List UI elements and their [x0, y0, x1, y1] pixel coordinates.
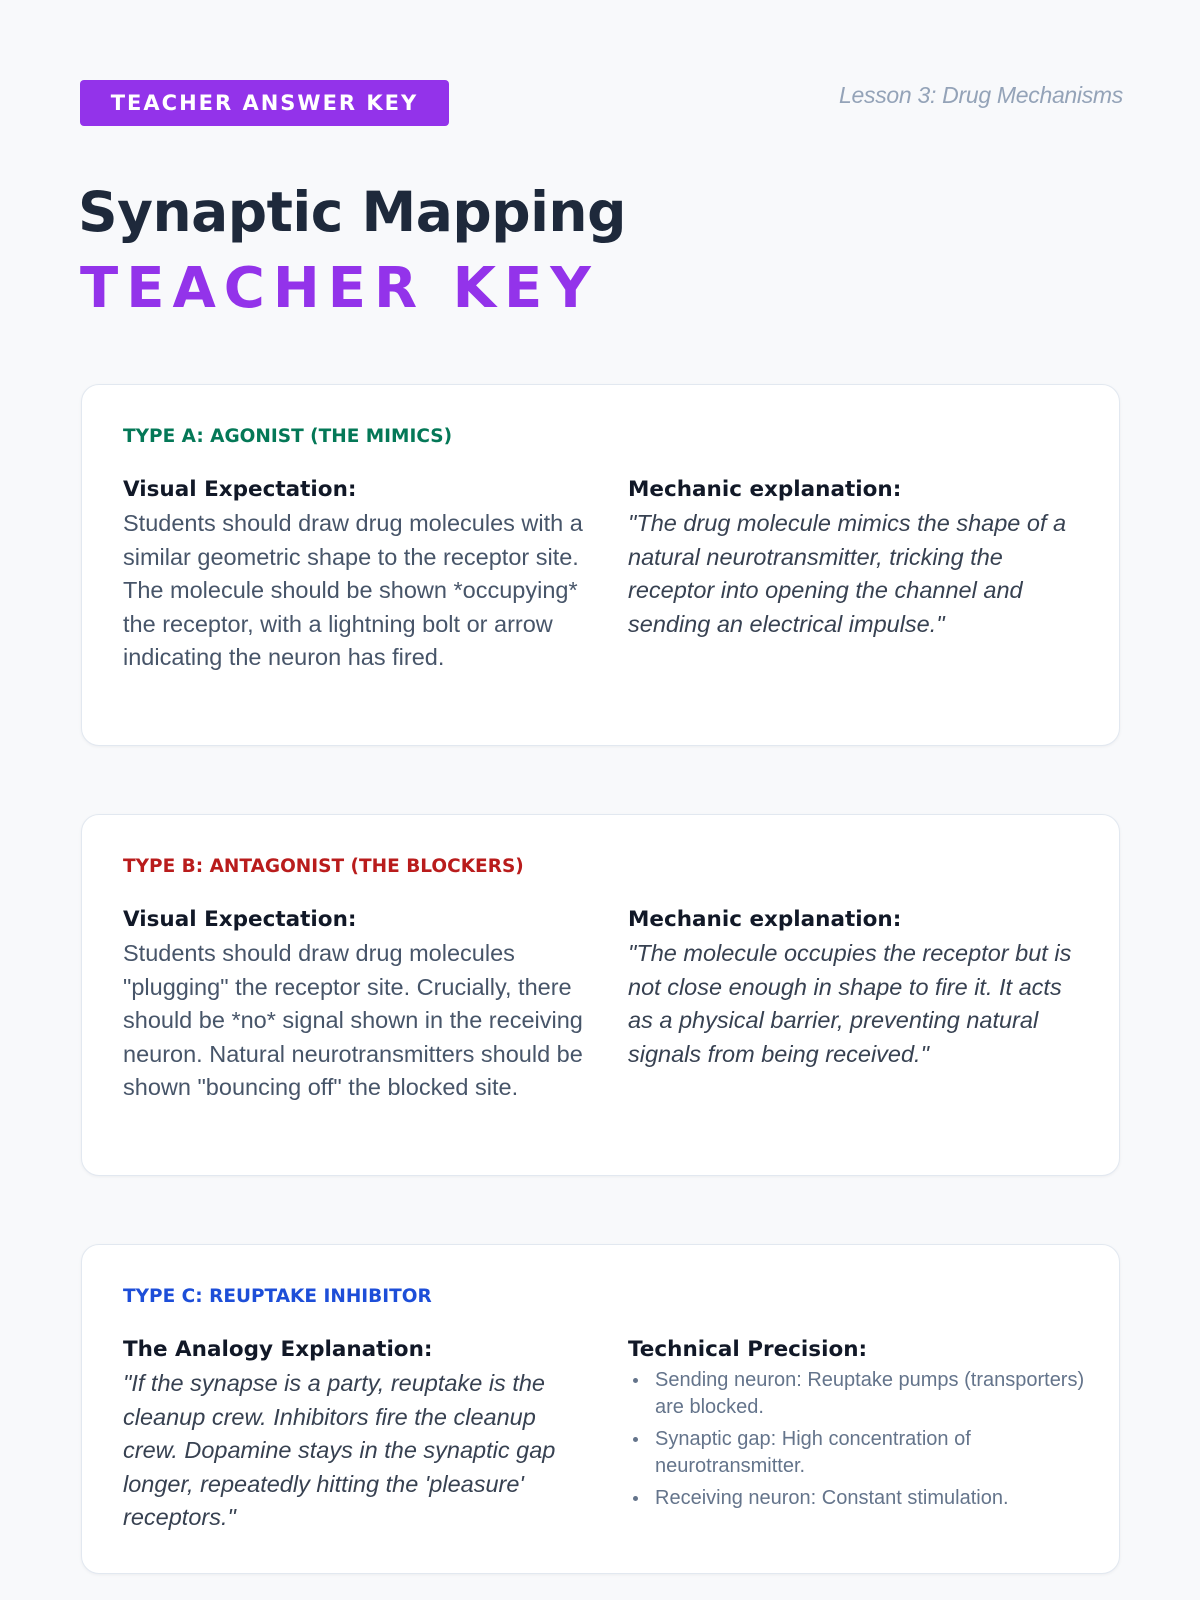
answer-key-badge: TEACHER ANSWER KEY	[80, 80, 449, 126]
card-antagonist	[81, 814, 1120, 1176]
page-title: Synaptic Mapping	[78, 180, 626, 244]
bullet-icon	[633, 1378, 638, 1383]
column-quote: "The molecule occupies the receptor but is not close enough in shape to fire it. It acts as a physical barrier, preventing natural signals from being received."	[628, 940, 1072, 1067]
column-heading: Visual Expectation:	[123, 907, 357, 932]
card-label: TYPE C: REUPTAKE INHIBITOR	[123, 1286, 432, 1307]
column-quote: "The drug molecule mimics the shape of a natural neurotransmitter, tricking the receptor into opening the channel and sending an electrical impulse."	[628, 510, 1067, 637]
column-text: Students should draw drug molecules "plugging" the receptor site. Crucially, there should be *no* signal shown in the receiving neuron. Natural neurotransmitters should be shown "bouncing off" the blocked site.	[123, 940, 583, 1100]
mechanic-explanation-column	[628, 903, 1088, 1071]
column-heading: Visual Expectation:	[123, 477, 357, 502]
column-quote: "If the synapse is a party, reuptake is the cleanup crew. Inhibitors fire the cleanup crew. Dopamine stays in the synaptic gap longer, repeatedly hitting the 'pleasure' receptors."	[123, 1370, 556, 1530]
list-item-text: Synaptic gap: High concentration of neurotransmitter.	[655, 1428, 971, 1477]
bullet-icon	[633, 1437, 638, 1442]
card-reuptake-inhibitor	[81, 1244, 1120, 1574]
column-heading: Mechanic explanation:	[628, 907, 902, 932]
column-heading: Mechanic explanation:	[628, 477, 902, 502]
visual-expectation-column	[123, 473, 583, 675]
precision-list	[628, 1367, 1088, 1512]
column-text: Students should draw drug molecules with a similar geometric shape to the receptor site. The molecule should be shown *occupying* the receptor, with a lightning bolt or arrow indicating the neuron has fired.	[123, 510, 583, 670]
visual-expectation-column	[123, 903, 583, 1105]
bullet-icon	[633, 1496, 638, 1501]
list-item-text: Sending neuron: Reuptake pumps (transporters) are blocked.	[655, 1369, 1085, 1418]
card-label: TYPE A: AGONIST (THE MIMICS)	[123, 426, 453, 447]
list-item	[628, 1367, 1088, 1420]
page-subtitle: TEACHER KEY	[80, 256, 599, 321]
technical-precision-column	[628, 1333, 1088, 1518]
mechanic-explanation-column	[628, 473, 1088, 641]
list-item	[628, 1485, 1088, 1512]
card-label: TYPE B: ANTAGONIST (THE BLOCKERS)	[123, 856, 524, 877]
column-heading: The Analogy Explanation:	[123, 1337, 433, 1362]
list-item-text: Receiving neuron: Constant stimulation.	[655, 1487, 1009, 1509]
lesson-label: Lesson 3: Drug Mechanisms	[839, 82, 1123, 108]
analogy-column	[123, 1333, 583, 1535]
list-item	[628, 1426, 1088, 1479]
card-agonist	[81, 384, 1120, 746]
column-heading: Technical Precision:	[628, 1337, 868, 1362]
